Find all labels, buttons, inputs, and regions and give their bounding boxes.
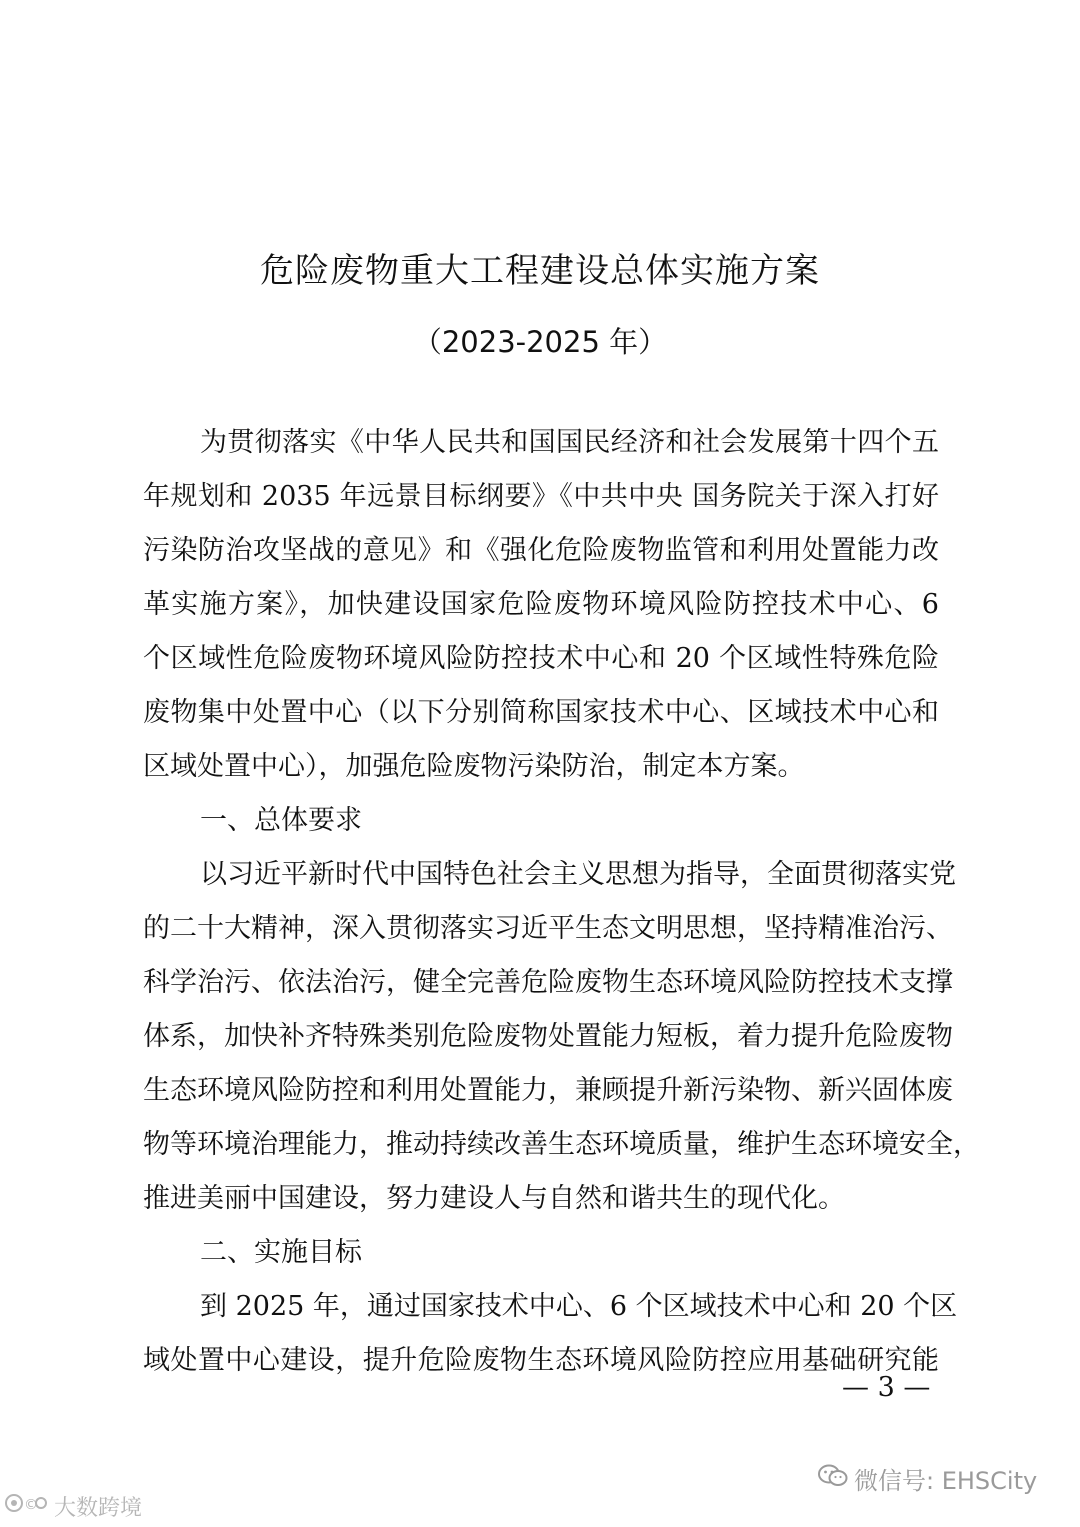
paragraph-line: 物等环境治理能力，推动持续改善生态环境质量，维护生态环境安全， <box>143 1129 980 1160</box>
document-title: 危险废物重大工程建设总体实施方案 <box>260 251 820 291</box>
site-watermark <box>4 1490 142 1522</box>
site-watermark-text: 大数跨境 <box>54 1495 143 1521</box>
document-subtitle: （2023-2025 年） <box>412 325 668 359</box>
paragraph-line: 科学治污、依法治污，健全完善危险废物生态环境风险防控技术支撑 <box>143 967 953 998</box>
paragraph-line: 污染防治攻坚战的意见》和《强化危险废物监管和利用处置能力改 <box>143 535 939 566</box>
paragraph-line: 废物集中处置中心（以下分别简称国家技术中心、区域技术中心和 <box>143 697 939 728</box>
paragraph-line: 的二十大精神，深入贯彻落实习近平生态文明思想，坚持精准治污、 <box>143 913 953 944</box>
paragraph-line: 以习近平新时代中国特色社会主义思想为指导，全面贯彻落实党 <box>200 859 956 890</box>
paragraph-line: 个区域性危险废物环境风险防控技术中心和 20 个区域性特殊危险 <box>143 643 939 674</box>
wechat-watermark-text: 微信号: EHSCity <box>854 1467 1038 1495</box>
page-number: — 3 — <box>842 1372 931 1403</box>
paragraph-line: 区域处置中心），加强危险废物污染防治，制定本方案。 <box>143 751 805 782</box>
camera-logo-icon <box>4 1490 48 1522</box>
wechat-icon <box>818 1463 848 1495</box>
paragraph-line: 革实施方案》，加快建设国家危险废物环境风险防控技术中心、6 <box>143 589 939 620</box>
paragraph-line: 推进美丽中国建设，努力建设人与自然和谐共生的现代化。 <box>143 1183 845 1214</box>
svg-text:©: © <box>24 1497 38 1513</box>
paragraph-line: 为贯彻落实《中华人民共和国国民经济和社会发展第十四个五 <box>200 427 939 458</box>
section-heading: 二、实施目标 <box>200 1237 362 1268</box>
section-heading: 一、总体要求 <box>200 805 362 836</box>
paragraph-line: 体系，加快补齐特殊类别危险废物处置能力短板，着力提升危险废物 <box>143 1021 953 1052</box>
paragraph-line: 到 2025 年，通过国家技术中心、6 个区域技术中心和 20 个区 <box>200 1291 958 1322</box>
paragraph-line: 域处置中心建设，提升危险废物生态环境风险防控应用基础研究能 <box>143 1345 939 1376</box>
wechat-watermark <box>818 1461 1037 1496</box>
paragraph-line: 年规划和 2035 年远景目标纲要》《中共中央 国务院关于深入打好 <box>143 481 939 512</box>
paragraph-line: 生态环境风险防控和利用处置能力，兼顾提升新污染物、新兴固体废 <box>143 1075 953 1106</box>
